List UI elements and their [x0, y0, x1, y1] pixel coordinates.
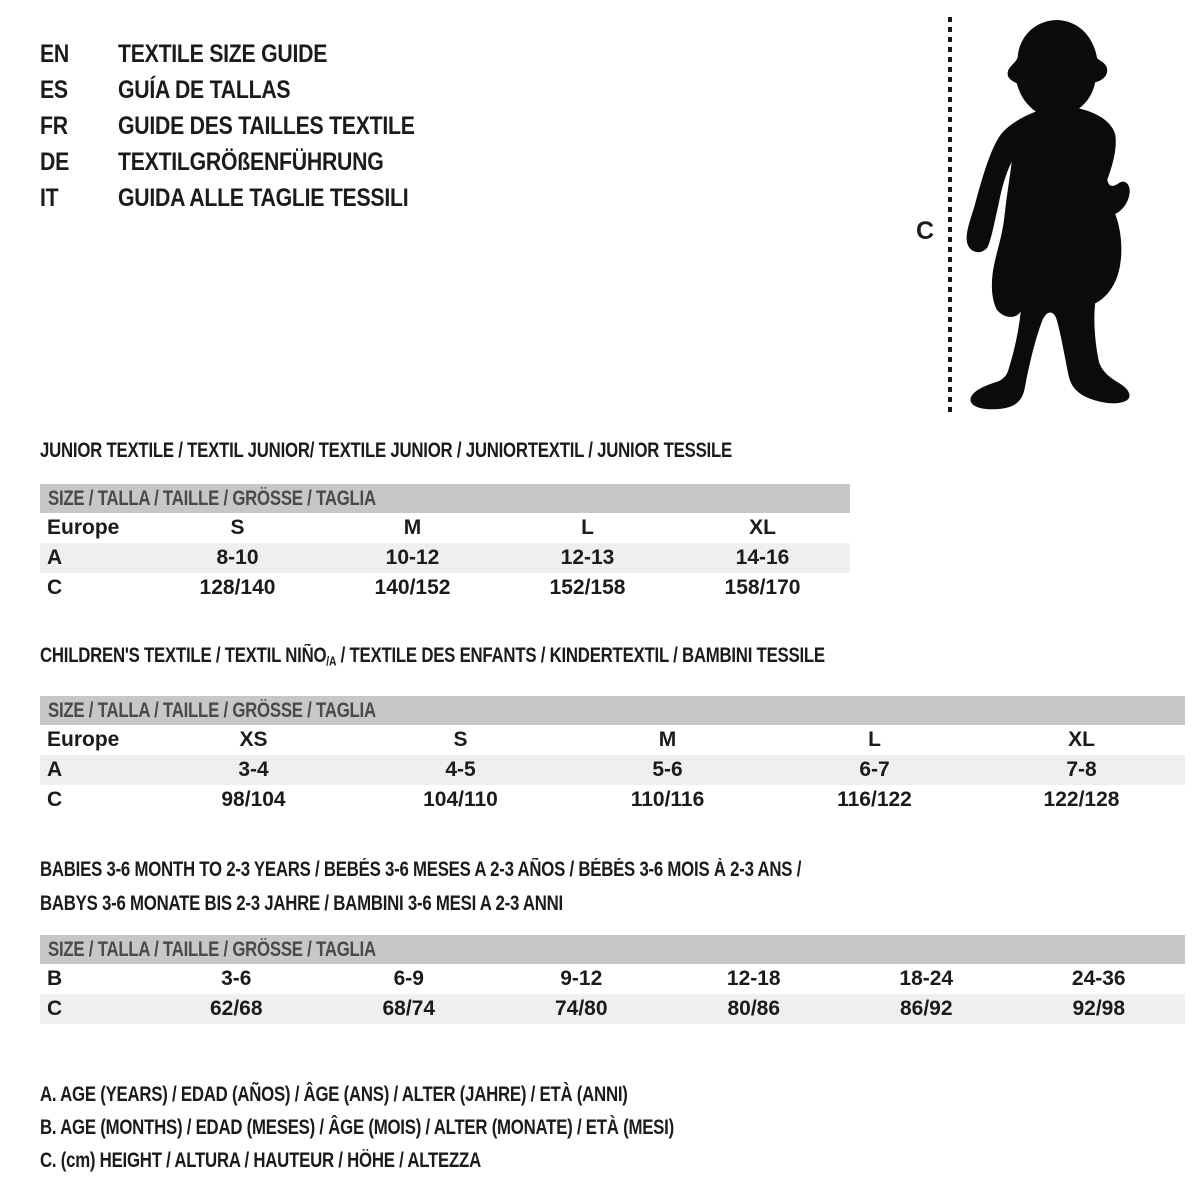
table-cell: 92/98 [1072, 997, 1126, 1021]
table-cell: S [453, 728, 468, 752]
babies-size-header-bar: SIZE / TALLA / TAILLE / GRÖSSE / TAGLIA [40, 935, 1185, 964]
table-row [40, 755, 1185, 785]
junior-size-table [40, 513, 850, 603]
table-cell: 12-18 [726, 967, 781, 991]
table-cell: 158/170 [724, 576, 801, 599]
table-cell: 62/68 [209, 997, 263, 1021]
row-label: B [47, 967, 63, 991]
table-cell: L [868, 728, 881, 752]
row-label: C [47, 997, 63, 1021]
table-row [40, 543, 850, 573]
junior-size-header-bar: SIZE / TALLA / TAILLE / GRÖSSE / TAGLIA [40, 484, 850, 513]
table-cell: XL [1068, 728, 1095, 752]
language-title: GUIDA ALLE TAGLIE TESSILI [118, 184, 409, 212]
table-cell: 6-9 [393, 967, 424, 991]
table-row [40, 513, 850, 543]
row-label: C [47, 576, 63, 599]
table-cell: 122/128 [1043, 788, 1120, 812]
table-cell: 140/152 [374, 576, 451, 599]
language-code: DE [40, 148, 70, 176]
table-cell: 7-8 [1066, 758, 1097, 782]
table-cell: 12-13 [560, 546, 615, 569]
table-cell: 68/74 [382, 997, 436, 1021]
table-cell: XL [749, 516, 776, 539]
table-cell: 116/122 [837, 788, 912, 812]
language-code: EN [40, 40, 70, 68]
table-cell: 18-24 [899, 967, 954, 991]
language-row-es [40, 72, 660, 108]
language-row-it [40, 180, 660, 216]
table-cell: 10-12 [385, 546, 440, 569]
babies-section-title: BABIES 3-6 MONTH TO 2-3 YEARS / BEBÉS 3-6 MESES A 2-3 AÑOS / BÉBÉS 3-6 MOIS À 2-3 ANS / BABYS 3-6 MONATE BIS 2-3 JAHRE / BAMBINI 3-6 MESI A 2-3 ANNI [40, 858, 802, 916]
table-cell: 98/104 [221, 788, 286, 812]
language-row-fr [40, 108, 660, 144]
language-title: TEXTILGRÖßENFÜHRUNG [118, 148, 384, 176]
language-row-en [40, 36, 660, 72]
row-label: Europe [47, 516, 120, 539]
table-row [40, 573, 850, 603]
table-cell: 86/92 [899, 997, 953, 1021]
table-cell: 80/86 [727, 997, 781, 1021]
height-measure-dashed-line [948, 17, 952, 415]
table-cell: S [230, 516, 245, 539]
language-code: ES [40, 76, 68, 104]
table-cell: 152/158 [549, 576, 626, 599]
table-cell: L [581, 516, 594, 539]
table-cell: 128/140 [199, 576, 276, 599]
children-size-header-bar: SIZE / TALLA / TAILLE / GRÖSSE / TAGLIA [40, 696, 1185, 725]
legend-line-age-months: B. AGE (MONTHS) / EDAD (MESES) / ÂGE (MOIS) / ALTER (MONATE) / ETÀ (MESI) [40, 1116, 674, 1140]
junior-section-title: JUNIOR TEXTILE / TEXTIL JUNIOR/ TEXTILE JUNIOR / JUNIORTEXTIL / JUNIOR TESSILE [40, 439, 732, 462]
table-cell: 9-12 [560, 967, 603, 991]
baby-toddler-silhouette-image [962, 15, 1164, 417]
table-row [40, 994, 1185, 1024]
row-label: A [47, 546, 63, 569]
table-cell: 74/80 [554, 997, 608, 1021]
language-code: IT [40, 184, 59, 212]
table-cell: 6-7 [859, 758, 890, 782]
legend-line-age-years: A. AGE (YEARS) / EDAD (AÑOS) / ÂGE (ANS) / ALTER (JAHRE) / ETÀ (ANNI) [40, 1083, 628, 1107]
table-row [40, 964, 1185, 994]
babies-size-table [40, 964, 1185, 1024]
children-size-table [40, 725, 1185, 815]
language-title-block [40, 36, 660, 216]
children-section-title: CHILDREN'S TEXTILE / TEXTIL NIÑO/A / TEXTILE DES ENFANTS / KINDERTEXTIL / BAMBINI TESSILE [40, 644, 825, 669]
table-cell: 104/110 [423, 788, 498, 812]
legend-line-height-cm: C. (cm) HEIGHT / ALTURA / HAUTEUR / HÖHE / ALTEZZA [40, 1149, 481, 1173]
table-row [40, 725, 1185, 755]
legend-block [40, 1078, 1200, 1177]
table-cell: 3-4 [238, 758, 269, 782]
language-row-de [40, 144, 660, 180]
table-row [40, 785, 1185, 815]
table-cell: M [403, 516, 422, 539]
table-cell: M [658, 728, 677, 752]
height-measure-label: C [916, 217, 935, 245]
row-label: A [47, 758, 63, 782]
table-cell: 8-10 [216, 546, 259, 569]
title-subscript: /A [326, 653, 337, 669]
row-label: Europe [47, 728, 120, 752]
language-code: FR [40, 112, 68, 140]
table-cell: 4-5 [445, 758, 476, 782]
table-cell: 14-16 [735, 546, 790, 569]
row-label: C [47, 788, 63, 812]
height-figure [900, 15, 1180, 417]
table-cell: 24-36 [1071, 967, 1126, 991]
table-cell: 3-6 [221, 967, 252, 991]
table-cell: XS [239, 728, 268, 752]
language-title: GUIDE DES TAILLES TEXTILE [118, 112, 415, 140]
language-title: TEXTILE SIZE GUIDE [118, 40, 328, 68]
table-cell: 110/116 [630, 788, 705, 812]
table-cell: 5-6 [652, 758, 683, 782]
language-title: GUÍA DE TALLAS [118, 76, 291, 104]
